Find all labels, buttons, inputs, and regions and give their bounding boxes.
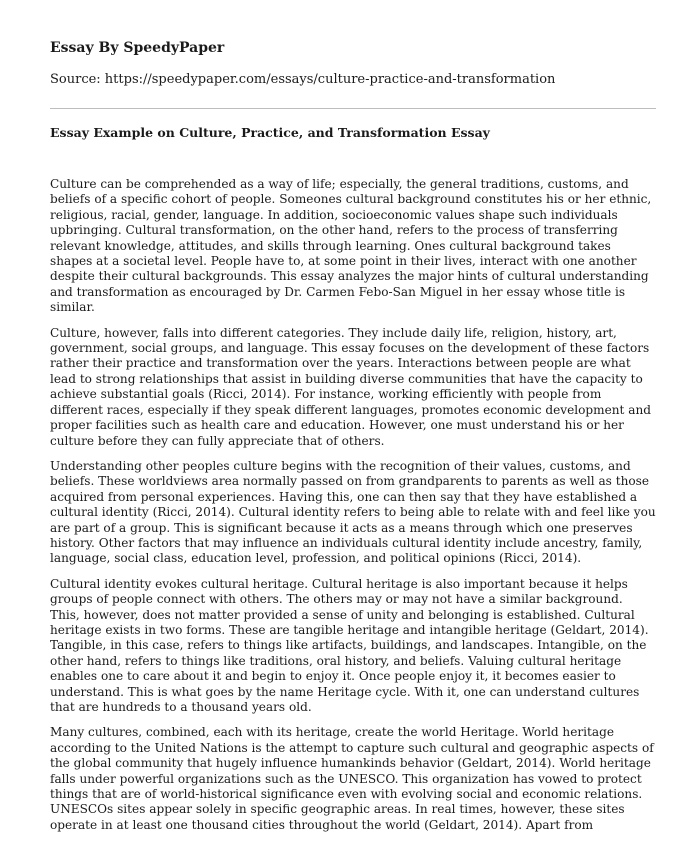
document-page: [50, 40, 656, 843]
essay-paragraph-4: Cultural identity evokes cultural heritage. Cultural heritage is also important because it helps groups of people connect with others. The others may or may not have a similar background. This, however, does not matter provided a sense of unity and belonging is established. Cultural heritage exists in two forms. These are tangible heritage and intangible heritage (Geldart, 2014). Tangible, in this case, refers to things like artifacts, buildings, and landscapes. Intangible, on the other hand, refers to things like traditions, oral history, and beliefs. Valuing cultural heritage enables one to care about it and begin to enjoy it. Once people enjoy it, it becomes easier to understand. This is what goes by the name Heritage cycle. With it, one can understand cultures that are hundreds to a thousand years old.: [50, 576, 649, 714]
essay-paragraph-1: Culture can be comprehended as a way of life; especially, the general traditions, customs, and beliefs of a specific cohort of people. Someones cultural background constitutes his or her ethnic, religious, racial, gender, language. In addition, socioeconomic values shape such individuals upbringing. Cultural transformation, on the other hand, refers to the process of transferring relevant knowledge, attitudes, and skills through learning. Ones cultural background takes shapes at a societal level. People have to, at some point in their lives, interact with one another despite their cultural backgrounds. This essay analyzes the major hints of cultural understanding and transformation as encouraged by Dr. Carmen Febo-San Miguel in her essay whose title is similar.: [50, 177, 652, 315]
essay-paragraph-3: Understanding other peoples culture begins with the recognition of their values, customs, and beliefs. These worldviews area normally passed on from grandparents to parents as well as those acquired from personal experiences. Having this, one can then say that they have established a cultural identity (Ricci, 2014). Cultural identity refers to being able to relate with and feel like you are part of a group. This is significant because it acts as a means through which one preserves history. Other factors that may influence an individuals cultural identity include ancestry, family, language, social class, education level, profession, and political opinions (Ricci, 2014).: [50, 458, 656, 566]
source-line: Source: https://speedypaper.com/essays/culture-practice-and-transformation: [50, 72, 556, 87]
essay-body: [50, 177, 656, 833]
essay-paragraph-2: Culture, however, falls into different categories. They include daily life, religion, history, art, government, social groups, and language. This essay focuses on the development of these factors rather their practice and transformation over the years. Interactions between people are what lead to strong relationships that assist in building diverse communities that have the capacity to achieve substantial goals (Ricci, 2014). For instance, working efficiently with people from different races, especially if they speak different languages, promotes economic development and proper facilities such as health care and education. However, one must understand his or her culture before they can fully appreciate that of others.: [50, 325, 651, 448]
document-header-title: Essay By SpeedyPaper: [50, 40, 225, 56]
essay-title: Essay Example on Culture, Practice, and Transformation Essay: [50, 125, 490, 140]
header-divider: [50, 108, 656, 109]
essay-paragraph-5: Many cultures, combined, each with its heritage, create the world Heritage. World heritage according to the United Nations is the attempt to capture such cultural and geographic aspects of the global community that hugely influence humankinds behavior (Geldart, 2014). World heritage falls under powerful organizations such as the UNESCO. This organization has vowed to protect things that are of world-historical significance even with evolving social and economic relations. UNESCOs sites appear solely in specific geographic areas. In real times, however, these sites operate in at least one thousand cities throughout the world (Geldart, 2014). Apart from: [50, 725, 654, 832]
